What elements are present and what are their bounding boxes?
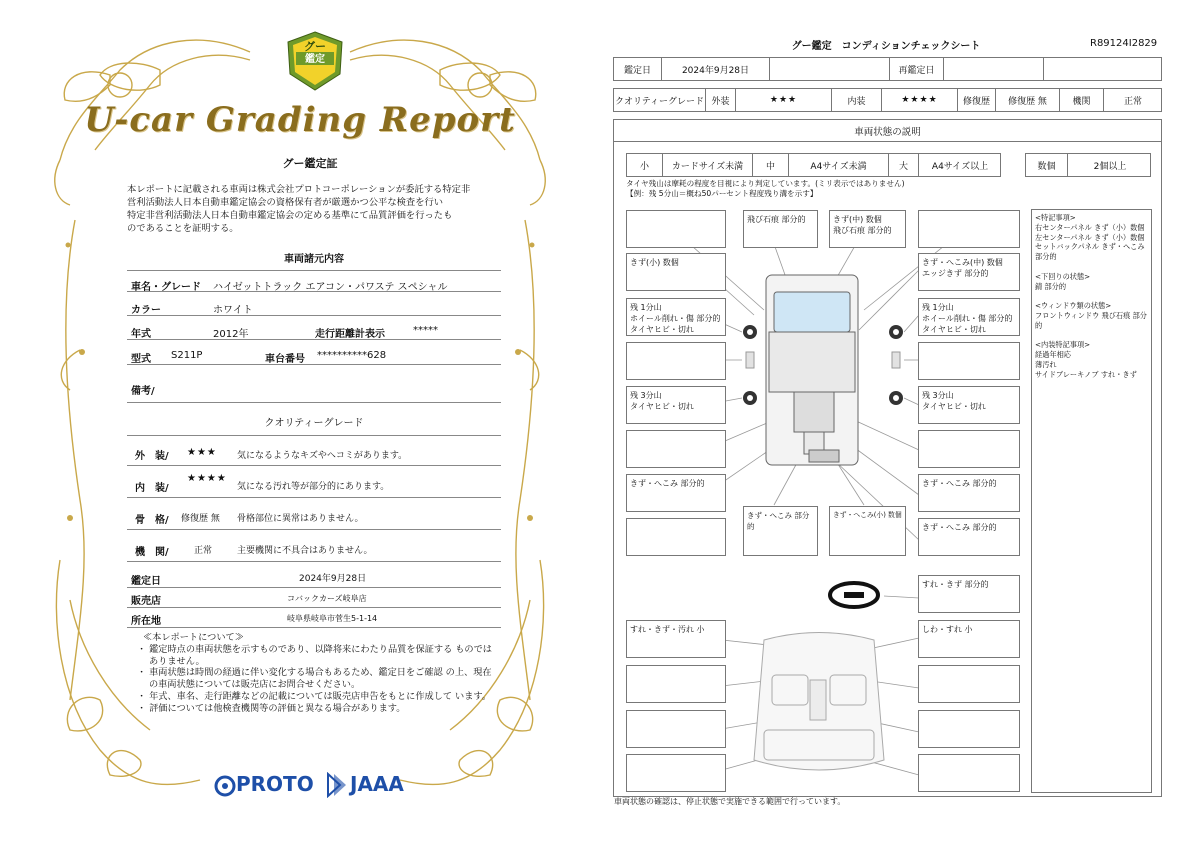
intro-line: 営利活動法人日本自動車鑑定協会の資格保有者が厳選かつ公平な検査を行い <box>127 197 444 208</box>
spec-row-model <box>127 343 501 365</box>
intro-line: のであることを証明する。 <box>127 223 239 234</box>
info-addr-value: 岐阜県岐阜市菅生5-1-14 <box>287 614 378 623</box>
footer-note: 車両状態の確認は、停止状態で実施できる範囲で行っています。 <box>614 797 846 806</box>
info-shop-label: 販売店 <box>131 596 161 607</box>
spec-name-value: ハイゼットトラック エアコン・パワステ スペシャル <box>213 282 448 293</box>
spec-mileage-label: 走行距離計表示 <box>315 329 385 340</box>
damage-box <box>626 754 726 792</box>
spec-model-value: S211P <box>171 350 203 361</box>
spec-chassis-label: 車台番号 <box>265 354 305 365</box>
damage-box <box>626 342 726 380</box>
damage-box <box>626 665 726 703</box>
remark-line: 部分的 <box>1035 252 1057 262</box>
exterior-label: 外装 <box>706 89 736 111</box>
quality-row-frame <box>127 502 501 530</box>
interior-value: ★★★★ <box>882 89 958 111</box>
remark-line: <内装特記事項> <box>1035 340 1091 350</box>
remark-line: <下回りの状態> <box>1035 271 1091 281</box>
damage-box: きず・へこみ(小) 数個 <box>829 506 906 556</box>
date-value: 2024年9月28日 <box>662 58 770 80</box>
sheet-title: グー鑑定 コンディションチェックシート <box>791 41 981 52</box>
size-value: A4サイズ未満 <box>789 154 889 176</box>
size-value: A4サイズ以上 <box>931 161 989 172</box>
damage-box: 残 3分山 タイヤヒビ・切れ <box>626 386 726 424</box>
interior-label: 内装 <box>832 89 882 111</box>
size-key: 小 <box>627 154 663 176</box>
damage-box: すれ・きず・汚れ 小 <box>626 620 726 658</box>
spec-color-label: カラー <box>131 305 161 316</box>
damage-box <box>918 665 1020 703</box>
spec-mileage-value: ***** <box>413 325 438 336</box>
jaaa-logo-icon <box>326 772 348 798</box>
quality-grade: ★★★ <box>187 447 217 458</box>
damage-box: きず・へこみ 部分的 <box>743 506 818 556</box>
grade-row <box>613 88 1162 112</box>
exterior-value: ★★★ <box>736 89 832 111</box>
remark-spacer <box>1035 262 1148 272</box>
date-row <box>613 57 1162 81</box>
quality-heading: クオリティーグレード <box>264 418 364 429</box>
damage-box <box>918 342 1020 380</box>
remark-line: 錆 部分的 <box>1035 281 1067 291</box>
notes-title: ≪本レポートについて≫ <box>143 632 244 643</box>
badge-top-text: グー <box>304 40 326 53</box>
reinspect-value <box>944 58 1044 80</box>
count-value: 2個以上 <box>1093 161 1127 172</box>
jaaa-logo-text: JAAA <box>350 772 404 796</box>
quality-label: 外 装/ <box>135 451 169 462</box>
damage-box: 残 1分山 ホイール削れ・傷 部分的 タイヤヒビ・切れ <box>918 298 1020 336</box>
info-date-value: 2024年9月28日 <box>299 574 367 584</box>
state-heading: 車両状態の説明 <box>614 120 1161 142</box>
date-label: 鑑定日 <box>614 58 662 80</box>
spec-row-year <box>127 318 501 340</box>
note-item: ・ 車両状態は時間の経過に伴い変化する場合もあるため、鑑定日をご確認 の上、現在の車両状態については販売店にお問合せください。 <box>137 667 492 691</box>
info-row-date <box>127 566 501 588</box>
info-addr-label: 所在地 <box>131 616 161 627</box>
damage-box <box>626 710 726 748</box>
spec-year-label: 年式 <box>131 329 151 340</box>
damage-box <box>626 518 726 556</box>
note-item: ・ 鑑定時点の車両状態を示すものであり、以降将来にわたり品質を保証する ものではありません。 <box>137 643 492 667</box>
quality-comment: 気になるようなキズやヘコミがあります。 <box>237 451 408 461</box>
proto-logo-icon <box>214 774 236 798</box>
spec-year-value: 2012年 <box>213 329 249 340</box>
damage-box <box>626 430 726 468</box>
quality-comment: 骨格部位に異常はありません。 <box>237 514 364 524</box>
intro-line: 本レポートに記載される車両は株式会社プロトコーポレーションが委託する特定非 <box>127 184 471 195</box>
damage-box: きず(小) 数個 <box>626 253 726 291</box>
quality-comment: 主要機関に不具合はありません。 <box>237 546 373 556</box>
quality-grade: 正常 <box>194 546 213 556</box>
damage-box <box>918 754 1020 792</box>
quality-label: 骨 格/ <box>135 515 169 526</box>
date-blank <box>770 58 890 80</box>
quality-comment: 気になる汚れ等が部分的にあります。 <box>237 482 390 492</box>
note-item: ・ 評価については他検査機関等の評価と異なる場合があります。 <box>137 702 406 714</box>
repair-label: 修復歴 <box>958 89 996 111</box>
quality-heading-rule <box>127 413 501 436</box>
damage-box: きず・へこみ(中) 数個 エッジきず 部分的 <box>918 253 1020 291</box>
damage-box <box>918 710 1020 748</box>
quality-row-interior <box>127 470 501 498</box>
certificate-body <box>127 183 497 235</box>
damage-box: きず(中) 数個 飛び石痕 部分的 <box>829 210 906 248</box>
steering-wheel-icon <box>830 583 878 607</box>
quality-grade-label: クオリティーグレード <box>614 89 706 111</box>
engine-label: 機関 <box>1060 89 1104 111</box>
damage-box: きず・へこみ 部分的 <box>918 474 1020 512</box>
remark-line: 薄汚れ <box>1035 359 1057 369</box>
damage-box: すれ・きず 部分的 <box>918 575 1020 613</box>
damage-box: しわ・すれ 小 <box>918 620 1020 658</box>
remark-line: 右センターパネル きず（小）数個 <box>1035 222 1145 232</box>
condition-check-sheet <box>606 0 1200 848</box>
remark-line: 左センターパネル きず（小）数個 <box>1035 232 1145 242</box>
engine-value: 正常 <box>1123 96 1142 107</box>
remark-line: <特記事項> <box>1035 213 1076 222</box>
remark-spacer <box>1035 291 1148 301</box>
count-key: 数個 <box>1026 154 1068 176</box>
intro-line: 特定非営利活動法人日本自動車鑑定協会の定める基準にて品質評価を行ったも <box>127 210 453 221</box>
spec-remarks-label: 備考/ <box>131 386 155 397</box>
remark-line: サイドブレーキノブ すれ・きず <box>1035 369 1137 379</box>
damage-box: 残 3分山 タイヤヒビ・切れ <box>918 386 1020 424</box>
info-date-label: 鑑定日 <box>131 576 161 587</box>
specs-heading: 車両諸元内容 <box>284 254 344 265</box>
info-shop-value: コバックカーズ岐阜店 <box>287 594 367 603</box>
certificate-heading: グー鑑定証 <box>282 157 338 170</box>
tire-example: 【例：残 5分山＝概ね50パーセント程度残り溝を示す】 <box>626 189 818 198</box>
vehicle-state-panel <box>613 119 1162 797</box>
damage-box <box>918 430 1020 468</box>
remark-line: セットバックパネル きず・へこみ <box>1035 242 1145 252</box>
sheet-number: R89124I2829 <box>1090 38 1158 49</box>
spec-color-value: ホワイト <box>213 305 253 316</box>
quality-row-engine <box>127 534 501 562</box>
remark-line: <ウィンドウ類の状態> <box>1035 301 1112 311</box>
report-title: U-car Grading Report <box>84 100 516 140</box>
spec-row-name <box>127 270 501 292</box>
damage-box: きず・へこみ 部分的 <box>918 518 1020 556</box>
quality-row-exterior <box>127 440 501 466</box>
damage-box: 残 1分山 ホイール削れ・傷 部分的 タイヤヒビ・切れ <box>626 298 726 336</box>
note-item: ・ 年式、車名、走行距離などの記載については販売店申告をもとに作成して います。 <box>137 690 492 702</box>
quality-label: 内 装/ <box>135 483 169 494</box>
spec-row-color <box>127 294 501 316</box>
footer-logos <box>214 772 414 802</box>
info-row-address <box>127 608 501 628</box>
spec-model-label: 型式 <box>131 354 151 365</box>
goo-kantei-badge <box>284 30 346 92</box>
remark-line: 経過年相応 <box>1035 350 1071 360</box>
remark-spacer <box>1035 331 1148 341</box>
report-notes <box>137 632 497 715</box>
badge-bottom-text: 鑑定 <box>305 54 325 65</box>
repair-value: 修復歴 無 <box>996 89 1060 111</box>
damage-box <box>626 210 726 248</box>
proto-logo-text: PROTO <box>236 772 314 796</box>
damage-box <box>918 210 1020 248</box>
remark-line: フロントウィンドウ 飛び石痕 部分的 <box>1035 310 1147 330</box>
tire-note: タイヤ残山は摩耗の程度を目視により判定しています。(ミリ表示ではありません) <box>626 179 905 188</box>
size-key: 中 <box>753 154 789 176</box>
info-row-shop <box>127 588 501 608</box>
spec-name-label: 車名・グレード <box>131 282 201 293</box>
spec-row-remarks <box>127 373 501 403</box>
quality-grade: ★★★★ <box>187 473 227 484</box>
quality-grade: 修復歴 無 <box>181 514 220 524</box>
remarks-panel <box>1031 209 1152 793</box>
damage-box: 飛び石痕 部分的 <box>743 210 818 248</box>
size-key: 大 <box>889 154 919 176</box>
damage-box: きず・へこみ 部分的 <box>626 474 726 512</box>
reinspect-label: 再鑑定日 <box>890 58 944 80</box>
spec-chassis-value: **********628 <box>317 350 387 361</box>
quality-label: 機 関/ <box>135 547 169 558</box>
size-value: カードサイズ未満 <box>663 154 753 176</box>
